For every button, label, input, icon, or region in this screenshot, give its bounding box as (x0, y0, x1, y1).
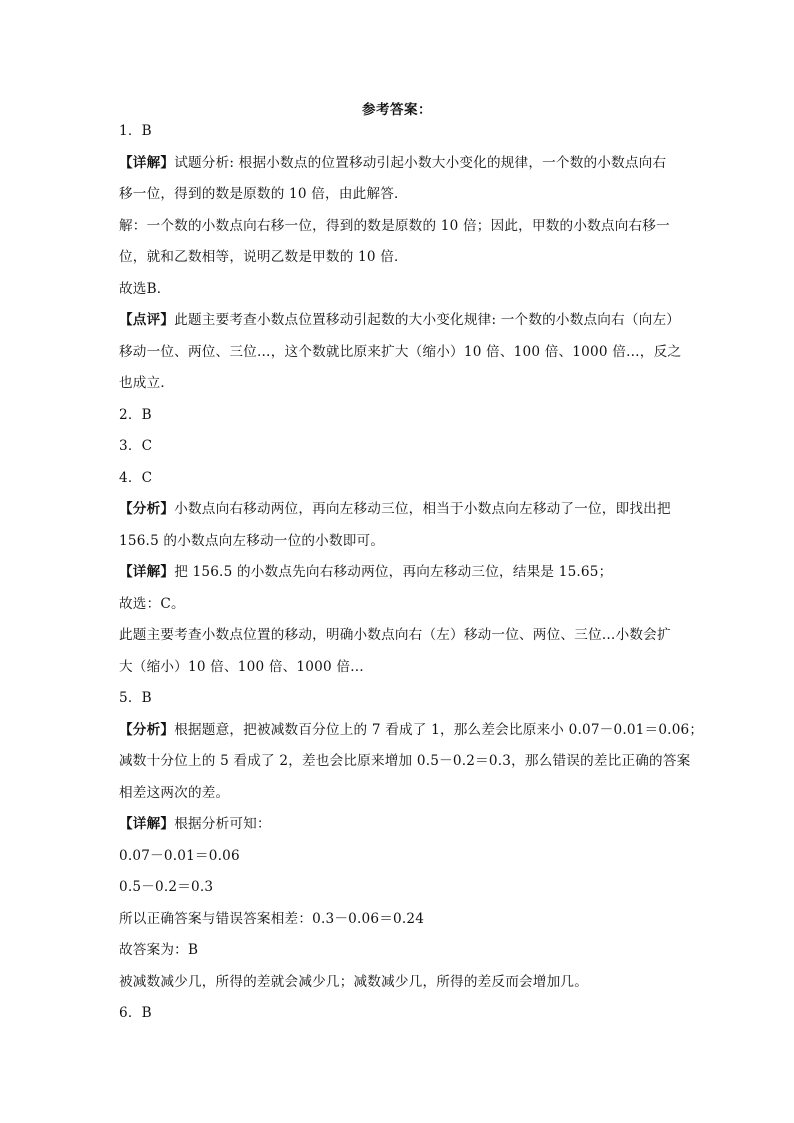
answer-line-1: 1．B (119, 123, 152, 139)
section-tag: 【分析】 (119, 721, 175, 738)
answer-line-2: 2．B (119, 406, 152, 423)
detail-line: 【详解】把 156.5 的小数点先向右移动两位，再向左移动三位，结果是 15.65； (119, 564, 613, 580)
analysis-line: 【分析】根据题意，把被减数百分位上的 7 看成了 1，那么差会比原来小 0.07－0.01＝0.06； (119, 721, 704, 738)
section-tag: 【详解】 (119, 564, 175, 580)
answer-line-3: 3．C (119, 438, 153, 454)
detail-line: 移一位，得到的数是原数的 10 倍，由此解答． (119, 186, 408, 202)
section-tag: 【分析】 (119, 501, 175, 517)
page-title: 参考答案： (362, 102, 432, 118)
section-tag: 【点评】 (119, 312, 175, 328)
answer-line-6: 6．B (119, 1005, 152, 1021)
equation-line: 0.07－0.01＝0.06 (119, 847, 240, 864)
answer-line-4: 4．C (119, 469, 153, 486)
detail-line: 【详解】根据分析可知： (119, 816, 271, 832)
choice-line: 故答案为：B (119, 942, 199, 958)
detail-line: 【详解】试题分析: 根据小数点的位置移动引起小数大小变化的规律，一个数的小数点向右 (119, 154, 667, 171)
solution-line: 位，就和乙数相等，说明乙数是甲数的 10 倍． (119, 249, 408, 265)
summary-line: 此题主要考查小数点位置的移动，明确小数点向右（左）移动一位、两位、三位…小数会扩 (119, 627, 671, 643)
choice-line: 故选B． (119, 280, 171, 297)
analysis-line: 156.5 的小数点向左移动一位的小数即可。 (119, 532, 385, 549)
analysis-line: 减数十分位上的 5 看成了 2，差也会比原来增加 0.5－0.2＝0.3，那么错误的差比正确的答案 (119, 753, 691, 769)
comment-line: 移动一位、两位、三位…，这个数就比原来扩大（缩小）10 倍、100 倍、1000 倍…，反之 (119, 343, 682, 360)
section-tag: 【详解】 (119, 816, 175, 832)
comment-line: 【点评】此题主要考查小数点位置移动引起数的大小变化规律: 一个数的小数点向右（向左） (119, 312, 681, 328)
analysis-line: 【分析】小数点向右移动两位，再向左移动三位，相当于小数点向左移动了一位，即找出把 (119, 501, 671, 517)
answer-body (119, 120, 704, 1034)
analysis-line: 相差这两次的差。 (119, 784, 230, 801)
summary-line: 被减数减少几，所得的差就会减少几；减数减少几，所得的差反而会增加几。 (119, 973, 588, 990)
answer-line-5: 5．B (119, 690, 152, 706)
choice-line: 故选：C。 (119, 595, 185, 612)
equation-line: 0.5－0.2＝0.3 (119, 879, 214, 895)
comment-line: 也成立． (119, 375, 175, 391)
section-tag: 【详解】 (119, 154, 175, 171)
solution-line: 解：一个数的小数点向右移一位，得到的数是原数的 10 倍；因此，甲数的小数点向右移一 (119, 217, 670, 234)
summary-line: 大（缩小）10 倍、100 倍、1000 倍… (119, 658, 364, 675)
result-line: 所以正确答案与错误答案相差：0.3－0.06＝0.24 (119, 910, 425, 927)
